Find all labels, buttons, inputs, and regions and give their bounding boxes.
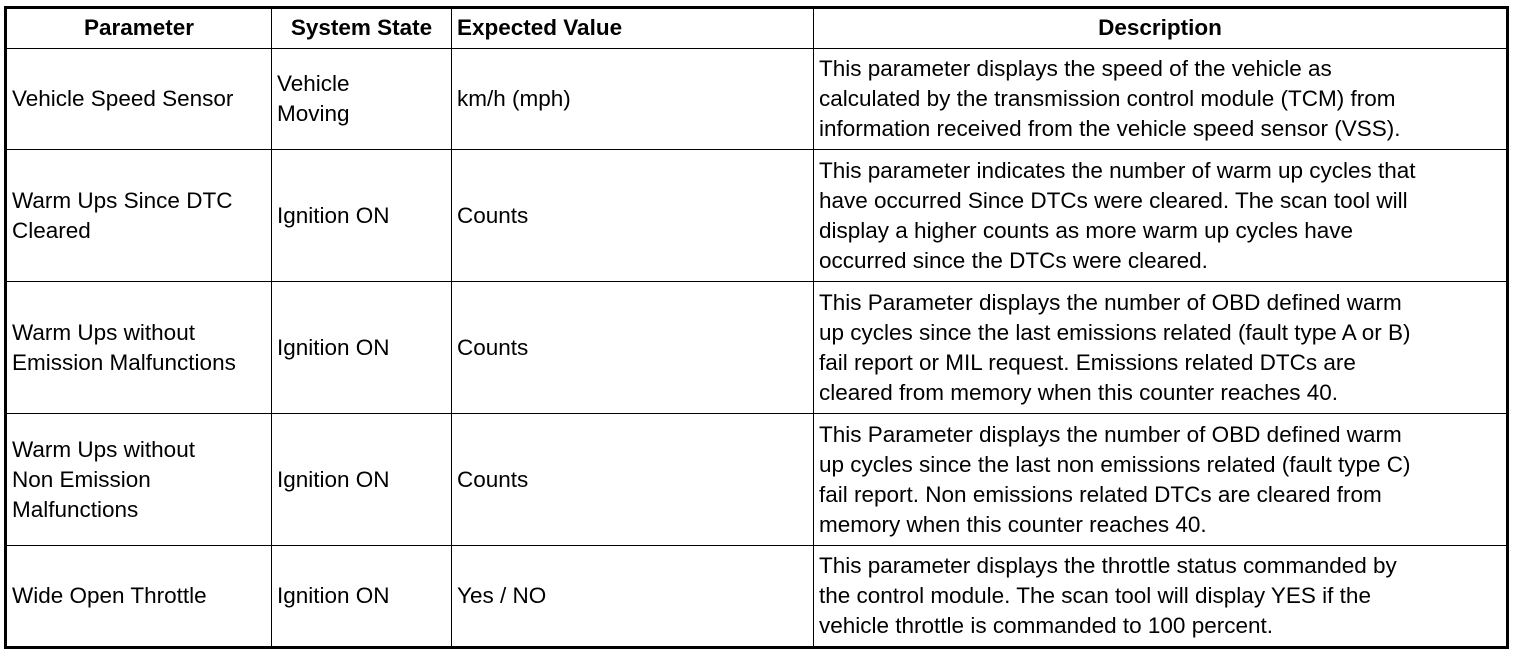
system-state-value: Ignition ON [277,334,390,360]
cell-expected-value [452,546,814,648]
expected-value: km/h (mph) [457,86,571,111]
description-text: This Parameter displays the number of OBD defined warm up cycles since the last non emissions related (fault type C) fail report. Non emissions related DTCs are cleared from memory when this counter reaches 40. [819,421,1411,537]
cell-system-state [272,282,452,414]
table-row [6,282,1508,414]
description-text: This parameter displays the throttle status commanded by the control module. The scan tool will display YES if the vehicle throttle is commanded to 100 percent. [819,553,1397,638]
header-description: Description [814,8,1508,49]
expected-value: Counts [457,202,529,228]
parameter-name: Warm Ups Since DTC Cleared [12,187,233,243]
cell-expected-value [452,150,814,282]
expected-value: Counts [457,466,529,492]
cell-system-state [272,150,452,282]
parameter-name: Warm Ups without Emission Malfunctions [12,319,236,375]
cell-expected-value [452,414,814,546]
table-row [6,546,1508,648]
system-state-value: Vehicle Moving [277,71,350,126]
parameter-name: Warm Ups without Non Emission Malfunctions [12,436,195,522]
cell-system-state [272,49,452,150]
table-row [6,150,1508,282]
table-body [6,49,1508,648]
cell-parameter [6,414,272,546]
system-state-value: Ignition ON [277,583,390,608]
cell-description [814,546,1508,648]
cell-description [814,282,1508,414]
expected-value: Yes / NO [457,583,547,608]
cell-system-state [272,546,452,648]
parameter-table [4,6,1509,649]
header-parameter: Parameter [6,8,272,49]
cell-system-state [272,414,452,546]
header-expected-value: Expected Value [452,8,814,49]
cell-expected-value [452,49,814,150]
description-text: This parameter displays the speed of the vehicle as calculated by the transmission control module (TCM) from information received from the vehicle speed sensor (VSS). [819,56,1401,141]
description-text: This parameter indicates the number of warm up cycles that have occurred Since DTCs were cleared. The scan tool will display a higher counts as more warm up cycles have occurred since the DTCs were cleared. [819,157,1416,273]
table-row [6,414,1508,546]
table-row [6,49,1508,150]
cell-expected-value [452,282,814,414]
cell-parameter [6,546,272,648]
system-state-value: Ignition ON [277,202,390,228]
cell-description [814,49,1508,150]
header-row [6,8,1508,49]
expected-value: Counts [457,334,529,360]
description-text: This Parameter displays the number of OBD defined warm up cycles since the last emissions related (fault type A or B) fail report or MIL request. Emissions related DTCs are cleared from memory when this counter reaches 40. [819,289,1411,405]
cell-parameter [6,282,272,414]
parameter-name: Wide Open Throttle [12,583,207,608]
cell-description [814,414,1508,546]
system-state-value: Ignition ON [277,466,390,492]
table-header [6,8,1508,49]
cell-parameter [6,49,272,150]
cell-description [814,150,1508,282]
header-system-state: System State [272,8,452,49]
parameter-name: Vehicle Speed Sensor [12,86,234,111]
cell-parameter [6,150,272,282]
